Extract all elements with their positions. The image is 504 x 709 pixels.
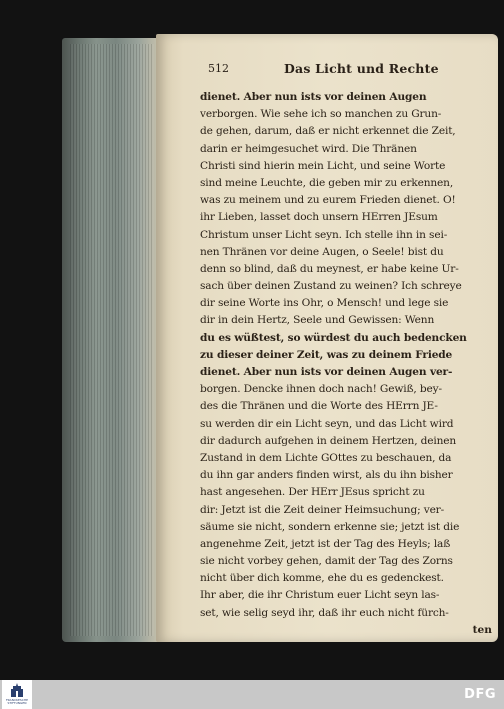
text-line: sie nicht vorbey gehen, damit der Tag des Zorns <box>200 555 453 568</box>
library-logo-text: FRANCKESCHE STIFTUNGEN <box>5 698 29 706</box>
running-head <box>200 62 494 82</box>
text-line: säume sie nicht, sondern erkenne sie; jetzt ist die <box>200 520 460 533</box>
library-crest-icon <box>11 683 23 697</box>
text-line: zu dieser deiner Zeit, was zu deinem Friede <box>200 348 453 361</box>
dfg-logo[interactable]: DFG <box>464 687 496 702</box>
text-line: borgen. Dencke ihnen doch nach! Gewiß, bey- <box>200 383 442 396</box>
text-line: su werden dir ein Licht seyn, und das Licht wird <box>200 417 454 430</box>
text-line: sach über deinen Zustand zu weinen? Ich schreye <box>200 280 462 293</box>
text-line: du es wüßtest, so würdest du auch bedencken <box>200 331 467 344</box>
text-line: dir seine Worte ins Ohr, o Mensch! und lege sie <box>200 297 449 310</box>
text-line: dir: Jetzt ist die Zeit deiner Heimsuchung; ver- <box>200 503 445 516</box>
catchword: ten <box>472 623 492 636</box>
text-line: denn so blind, daß du meynest, er habe keine Ur- <box>200 262 459 275</box>
text-line: dienet. Aber nun ists vor deinen Augen <box>200 91 427 103</box>
text-line: dir in dein Hertz, Seele und Gewissen: Wenn <box>200 314 435 327</box>
library-logo[interactable] <box>2 680 32 709</box>
text-line: Christum unser Licht seyn. Ich stelle ihn in sei- <box>200 228 448 241</box>
running-head-title: Das Licht und Rechte <box>284 61 439 76</box>
page-edges <box>70 44 154 636</box>
text-line: des die Thränen und die Worte des HErrn JE- <box>200 400 438 413</box>
text-line: Zustand in dem Lichte GOttes zu beschauen, da <box>200 451 452 464</box>
text-line: hast angesehen. Der HErr JEsus spricht zu <box>200 486 425 499</box>
text-line: Ihr aber, die ihr Christum euer Licht seyn las- <box>200 589 440 602</box>
text-block <box>200 89 494 622</box>
text-line: set, wie selig seyd ihr, daß ihr euch nicht fürch- <box>200 606 449 619</box>
text-line: du ihn gar anders finden wirst, als du ihn bisher <box>200 469 453 482</box>
book-page <box>156 34 498 642</box>
text-line: de gehen, darum, daß er nicht erkennet die Zeit, <box>200 125 456 138</box>
text-line: dienet. Aber nun ists vor deinen Augen ver- <box>200 366 453 378</box>
text-line: nen Thränen vor deine Augen, o Seele! bist du <box>200 245 444 258</box>
text-line: Christi sind hierin mein Licht, und seine Worte <box>200 159 446 172</box>
text-line: was zu meinem und zu eurem Frieden dienet. O! <box>200 194 456 207</box>
text-line: darin er heimgesuchet wird. Die Thränen <box>200 142 417 155</box>
page-content <box>200 62 494 639</box>
page-number: 512 <box>208 62 229 75</box>
text-line: angenehme Zeit, jetzt ist der Tag des Heyls; laß <box>200 537 451 550</box>
text-line: verborgen. Wie sehe ich so manchen zu Grun- <box>200 108 442 121</box>
text-line: ihr Lieben, lasset doch unsern HErren JEsum <box>200 211 438 224</box>
text-line: sind meine Leuchte, die geben mir zu erkennen, <box>200 176 454 189</box>
text-line: nicht über dich komme, ehe du es gedenckest. <box>200 572 444 585</box>
viewer-footer <box>0 680 504 709</box>
text-line: dir dadurch aufgehen in deinem Hertzen, deinen <box>200 434 457 447</box>
